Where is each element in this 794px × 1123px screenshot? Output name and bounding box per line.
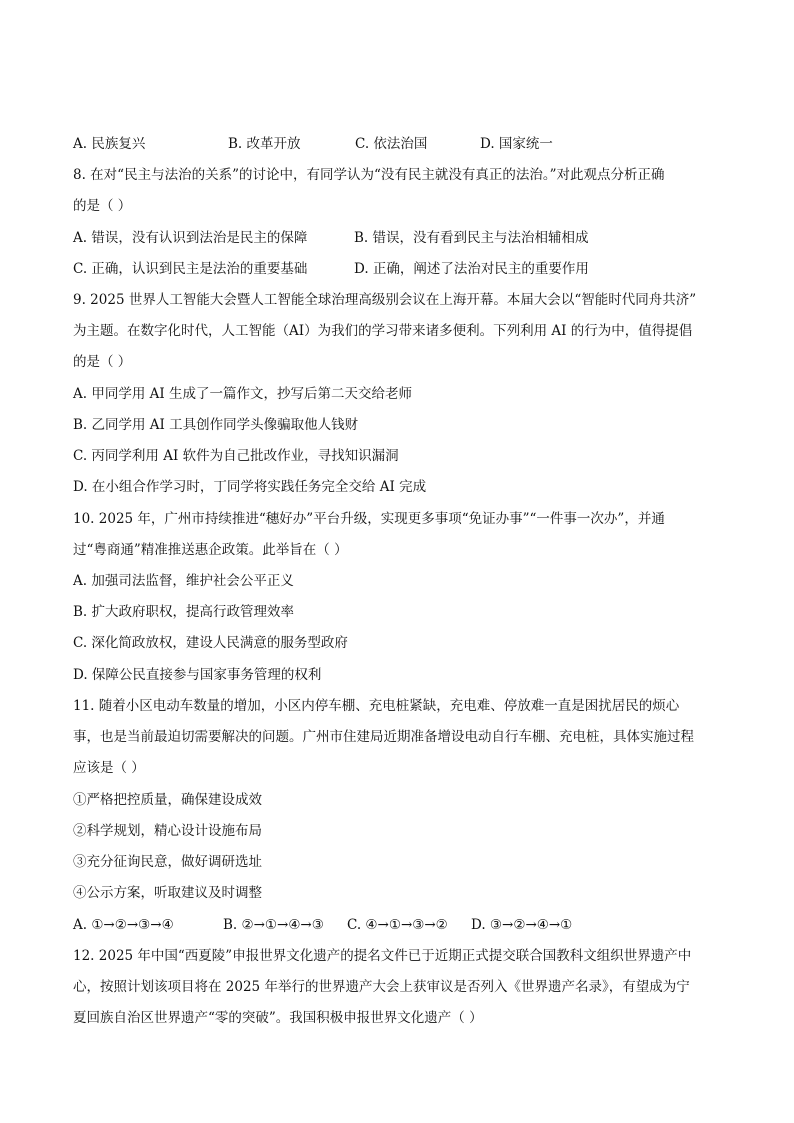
q8-option-a: A. 错误，没有认识到法治是民主的保障 [73, 230, 308, 246]
q11-stem-line1: 11. 随着小区电动车数量的增加，小区内停车棚、充电桩紧缺，充电难、停放难一直是困扰居民的烦心 [73, 698, 680, 714]
q8-options-row2 [73, 259, 723, 279]
q9-stem-line2: 为主题。在数字化时代，人工智能（AI）为我们的学习带来诸多便利。下列利用 AI 的行为中，值得提倡 [73, 323, 693, 339]
q11-stem-line2: 事，也是当前最迫切需要解决的问题。广州市住建局近期准备增设电动自行车棚、充电桩，具体实施过程 [73, 729, 694, 745]
q11-option-a: A. ①→②→③→④ [73, 917, 174, 933]
q11-option-c: C. ④→①→③→② [347, 917, 448, 933]
q11-options [73, 915, 723, 935]
q7-option-c: C. 依法治国 [355, 136, 428, 152]
q11-option-b: B. ②→①→④→③ [223, 917, 324, 933]
q10-stem-line1: 10. 2025 年，广州市持续推进“穗好办”平台升级，实现更多事项“免证办事”“一件事一次办”，并通 [73, 511, 665, 527]
q9-option-a: A. 甲同学用 AI 生成了一篇作文，抄写后第二天交给老师 [73, 386, 412, 402]
q7-options [73, 134, 723, 154]
q9-stem-line3: 的是（ ） [73, 354, 132, 370]
q10-option-d: D. 保障公民直接参与国家事务管理的权利 [73, 667, 322, 683]
q12-stem-line2: 心，按照计划该项目将在 2025 年举行的世界遗产大会上获审议是否列入《世界遗产名录》，有望成为宁 [73, 979, 690, 995]
q12-stem-line3: 夏回族自治区世界遗产“零的突破”。我国积极申报世界文化遗产（ ） [73, 1010, 483, 1026]
q8-option-d: D. 正确，阐述了法治对民主的重要作用 [354, 261, 589, 277]
q8-option-c: C. 正确，认识到民主是法治的重要基础 [73, 261, 308, 277]
q11-item-3: ③充分征询民意，做好调研选址 [73, 854, 262, 870]
q11-item-1: ①严格把控质量，确保建设成效 [73, 792, 262, 808]
q11-option-d: D. ③→②→④→① [471, 917, 573, 933]
q9-option-b: B. 乙同学用 AI 工具创作同学头像骗取他人钱财 [73, 417, 359, 433]
q10-option-b: B. 扩大政府职权，提高行政管理效率 [73, 604, 295, 620]
q9-option-c: C. 丙同学利用 AI 软件为自己批改作业，寻找知识漏洞 [73, 448, 399, 464]
q8-options-row1 [73, 228, 723, 248]
q8-option-b: B. 错误，没有看到民主与法治相辅相成 [354, 230, 589, 246]
q11-stem-line3: 应该是（ ） [73, 760, 145, 776]
q10-option-a: A. 加强司法监督，维护社会公平正义 [73, 573, 294, 589]
q9-stem-line1: 9. 2025 世界人工智能大会暨人工智能全球治理高级别会议在上海开幕。本届大会以“智能时代同舟共济” [73, 292, 697, 308]
q12-stem-line1: 12. 2025 年中国“西夏陵”申报世界文化遗产的提名文件已于近期正式提交联合国教科文组织世界遗产中 [73, 948, 692, 964]
q7-option-b: B. 改革开放 [228, 136, 301, 152]
q7-option-d: D. 国家统一 [480, 136, 553, 152]
q8-stem-line1: 8. 在对“民主与法治的关系”的讨论中，有同学认为“没有民主就没有真正的法治。”对此观点分析正确 [73, 167, 665, 183]
q10-stem-line2: 过“粤商通”精准推送惠企政策。此举旨在（ ） [73, 542, 348, 558]
q11-item-2: ②科学规划，精心设计设施布局 [73, 823, 262, 839]
q8-stem-line2: 的是（ ） [73, 198, 132, 214]
q10-option-c: C. 深化简政放权，建设人民满意的服务型政府 [73, 635, 348, 651]
q7-option-a: A. 民族复兴 [73, 136, 146, 152]
q9-option-d: D. 在小组合作学习时，丁同学将实践任务完全交给 AI 完成 [73, 479, 427, 495]
q11-item-4: ④公示方案，听取建议及时调整 [73, 885, 262, 901]
